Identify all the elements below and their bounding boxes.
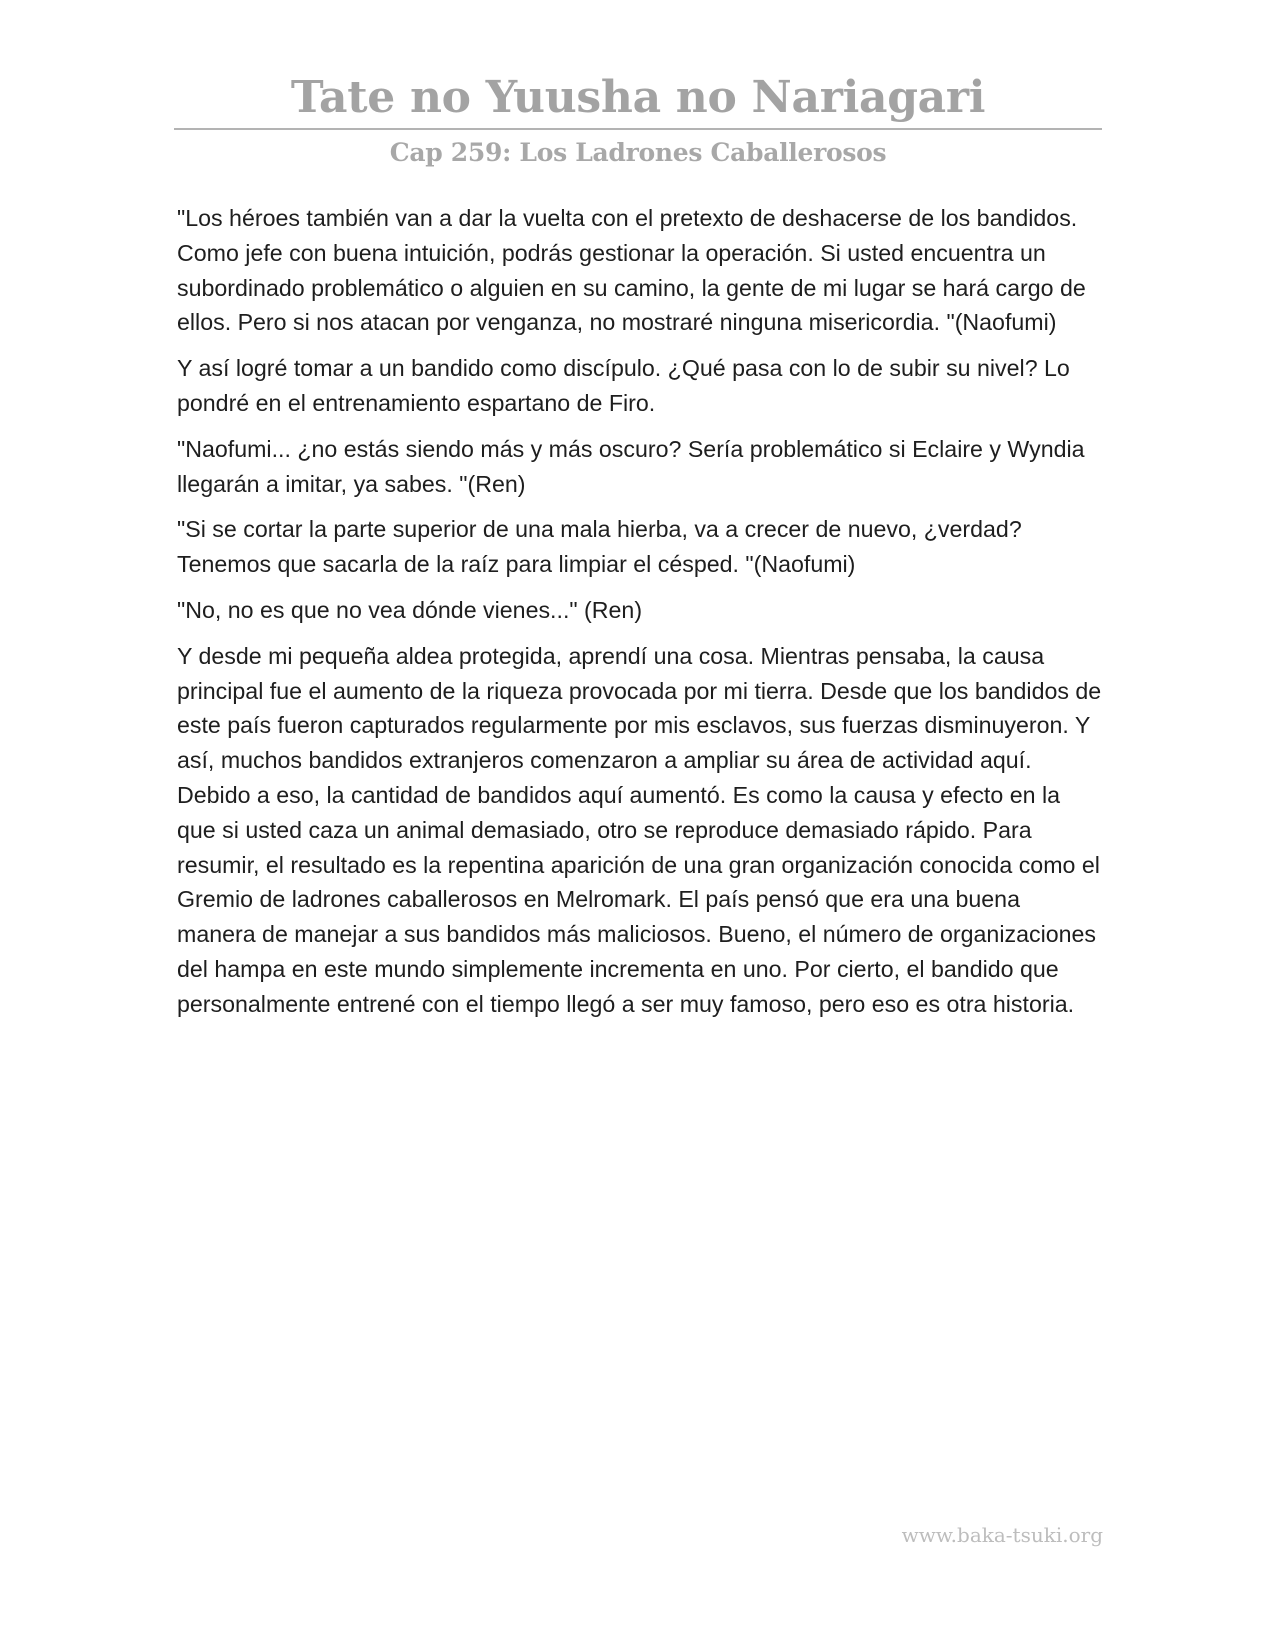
- paragraph: "Naofumi... ¿no estás siendo más y más oscuro? Sería problemático si Eclaire y Wyndia llegarán a imitar, ya sabes. "(Ren): [177, 435, 1085, 497]
- book-title: Tate no Yuusha no Nariagari: [174, 70, 1102, 130]
- paragraph: "No, no es que no vea dónde vienes..." (Ren): [177, 596, 643, 623]
- paragraph: Y así logré tomar a un bandido como discípulo. ¿Qué pasa con lo de subir su nivel? Lo pondré en el entrenamiento espartano de Firo.: [177, 355, 1070, 416]
- paragraph: "Si se cortar la parte superior de una mala hierba, va a crecer de nuevo, ¿verdad? Tenemos que sacarla de la raíz para limpiar el césped. "(Naofumi): [177, 516, 1022, 578]
- chapter-title: Cap 259: Los Ladrones Caballerosos: [389, 138, 887, 167]
- paragraph: "Los héroes también van a dar la vuelta con el pretexto de deshacerse de los bandidos. Como jefe con buena intuición, podrás gestionar la operación. Si usted encuentra un subordinado problemático o alguien en su camino, la gente de mi lugar se hará cargo de ellos. Pero si nos atacan por venganza, no mostraré ninguna misericordia. "(Naofumi): [177, 205, 1086, 336]
- page-header: [174, 70, 1102, 170]
- chapter-body: [177, 201, 1102, 1033]
- site-footer-link[interactable]: www.baka-tsuki.org: [901, 1523, 1103, 1547]
- paragraph: Y desde mi pequeña aldea protegida, aprendí una cosa. Mientras pensaba, la causa principal fue el aumento de la riqueza provocada por mi tierra. Desde que los bandidos de este país fueron capturados regularmente por mis esclavos, sus fuerzas disminuyeron. Y así, muchos bandidos extranjeros comenzaron a ampliar su área de actividad aquí. Debido a eso, la cantidad de bandidos aquí aumentó. Es como la causa y efecto en la que si usted caza un animal demasiado, otro se reproduce demasiado rápido. Para resumir, el resultado es la repentina aparición de una gran organización conocida como el Gremio de ladrones caballerosos en Melromark. El país pensó que era una buena manera de manejar a sus bandidos más maliciosos. Bueno, el número de organizaciones del hampa en este mundo simplemente incrementa en uno. Por cierto, el bandido que personalmente entrené con el tiempo llegó a ser muy famoso, pero eso es otra historia.: [177, 642, 1102, 1017]
